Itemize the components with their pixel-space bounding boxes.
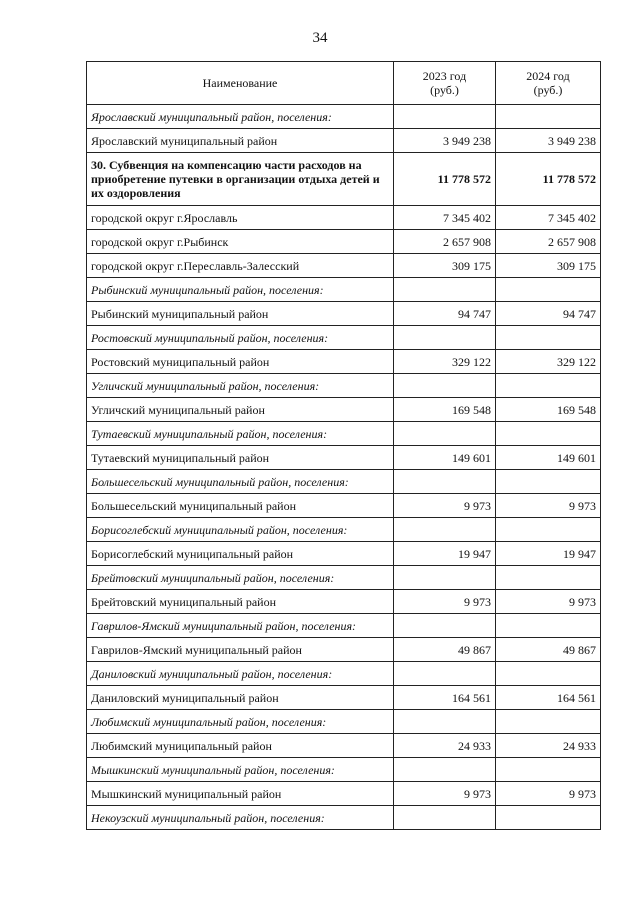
header-2023-unit: (руб.) bbox=[430, 83, 459, 97]
budget-table bbox=[86, 61, 601, 830]
section-row bbox=[87, 758, 601, 782]
header-2023-year: 2023 год bbox=[422, 69, 467, 83]
row-2024-cell: 7 345 402 bbox=[496, 206, 601, 230]
row-2023-cell bbox=[394, 326, 496, 350]
row-2023-cell bbox=[394, 566, 496, 590]
table-body bbox=[87, 105, 601, 830]
row-name-cell: 30. Субвенция на компенсацию части расходов на приобретение путевки в организации отдыха детей и их оздоровления bbox=[87, 153, 394, 206]
row-2024-cell bbox=[496, 614, 601, 638]
row-2024-cell: 94 747 bbox=[496, 302, 601, 326]
row-2023-cell bbox=[394, 806, 496, 830]
row-name-cell: Брейтовский муниципальный район bbox=[87, 590, 394, 614]
row-2023-cell bbox=[394, 374, 496, 398]
row-name-cell: городской округ г.Рыбинск bbox=[87, 230, 394, 254]
row-name-cell: городской округ г.Ярославль bbox=[87, 206, 394, 230]
row-2024-cell bbox=[496, 806, 601, 830]
row-2024-cell bbox=[496, 710, 601, 734]
row-name-cell: Брейтовский муниципальный район, поселения: bbox=[87, 566, 394, 590]
row-name-cell: Некоузский муниципальный район, поселения: bbox=[87, 806, 394, 830]
row-2023-cell: 19 947 bbox=[394, 542, 496, 566]
section-row bbox=[87, 326, 601, 350]
row-name-cell: Тутаевский муниципальный район bbox=[87, 446, 394, 470]
table-row bbox=[87, 590, 601, 614]
row-2024-cell bbox=[496, 374, 601, 398]
row-name-cell: Большесельский муниципальный район, поселения: bbox=[87, 470, 394, 494]
row-name-cell: Ростовский муниципальный район bbox=[87, 350, 394, 374]
table-row bbox=[87, 638, 601, 662]
row-2023-cell: 7 345 402 bbox=[394, 206, 496, 230]
table-header-row bbox=[87, 62, 601, 105]
row-2023-cell: 309 175 bbox=[394, 254, 496, 278]
row-2023-cell bbox=[394, 470, 496, 494]
row-2023-cell: 149 601 bbox=[394, 446, 496, 470]
row-name-cell: Ярославский муниципальный район bbox=[87, 129, 394, 153]
table-row bbox=[87, 350, 601, 374]
table-row bbox=[87, 398, 601, 422]
row-2023-cell: 11 778 572 bbox=[394, 153, 496, 206]
row-name-cell: Рыбинский муниципальный район, поселения: bbox=[87, 278, 394, 302]
section-row bbox=[87, 566, 601, 590]
row-name-cell: Большесельский муниципальный район bbox=[87, 494, 394, 518]
table-row bbox=[87, 734, 601, 758]
section-row bbox=[87, 518, 601, 542]
table-row bbox=[87, 129, 601, 153]
table-row bbox=[87, 254, 601, 278]
row-name-cell: Гаврилов-Ямский муниципальный район bbox=[87, 638, 394, 662]
row-2023-cell: 9 973 bbox=[394, 782, 496, 806]
row-2024-cell bbox=[496, 422, 601, 446]
row-2024-cell: 2 657 908 bbox=[496, 230, 601, 254]
header-2023 bbox=[394, 62, 496, 105]
section-row bbox=[87, 374, 601, 398]
subsidy-row bbox=[87, 153, 601, 206]
row-2024-cell: 309 175 bbox=[496, 254, 601, 278]
row-2024-cell: 169 548 bbox=[496, 398, 601, 422]
header-2024 bbox=[496, 62, 601, 105]
header-2024-year: 2024 год bbox=[526, 69, 570, 83]
row-2024-cell: 9 973 bbox=[496, 782, 601, 806]
row-2023-cell: 9 973 bbox=[394, 590, 496, 614]
row-name-cell: Любимский муниципальный район, поселения: bbox=[87, 710, 394, 734]
row-name-cell: Борисоглебский муниципальный район bbox=[87, 542, 394, 566]
row-2023-cell bbox=[394, 518, 496, 542]
row-name-cell: Угличский муниципальный район, поселения: bbox=[87, 374, 394, 398]
row-2023-cell bbox=[394, 614, 496, 638]
row-2023-cell: 9 973 bbox=[394, 494, 496, 518]
row-2023-cell bbox=[394, 278, 496, 302]
row-2023-cell: 94 747 bbox=[394, 302, 496, 326]
table-row bbox=[87, 446, 601, 470]
row-2023-cell bbox=[394, 710, 496, 734]
row-2024-cell bbox=[496, 518, 601, 542]
row-2023-cell: 169 548 bbox=[394, 398, 496, 422]
row-2024-cell: 9 973 bbox=[496, 494, 601, 518]
header-name: Наименование bbox=[87, 62, 394, 105]
section-row bbox=[87, 105, 601, 129]
row-name-cell: Тутаевский муниципальный район, поселения: bbox=[87, 422, 394, 446]
row-2024-cell: 3 949 238 bbox=[496, 129, 601, 153]
table-row bbox=[87, 686, 601, 710]
section-row bbox=[87, 278, 601, 302]
row-2024-cell: 164 561 bbox=[496, 686, 601, 710]
section-row bbox=[87, 806, 601, 830]
row-name-cell: городской округ г.Переславль-Залесский bbox=[87, 254, 394, 278]
row-2024-cell: 9 973 bbox=[496, 590, 601, 614]
row-name-cell: Рыбинский муниципальный район bbox=[87, 302, 394, 326]
row-2024-cell bbox=[496, 470, 601, 494]
row-2023-cell: 164 561 bbox=[394, 686, 496, 710]
row-name-cell: Ростовский муниципальный район, поселения: bbox=[87, 326, 394, 350]
row-2024-cell: 149 601 bbox=[496, 446, 601, 470]
section-row bbox=[87, 662, 601, 686]
row-name-cell: Даниловский муниципальный район bbox=[87, 686, 394, 710]
row-name-cell: Гаврилов-Ямский муниципальный район, поселения: bbox=[87, 614, 394, 638]
table-row bbox=[87, 206, 601, 230]
row-2023-cell bbox=[394, 662, 496, 686]
row-2024-cell bbox=[496, 105, 601, 129]
page-number: 34 bbox=[312, 30, 328, 46]
row-2023-cell: 3 949 238 bbox=[394, 129, 496, 153]
row-name-cell: Ярославский муниципальный район, поселения: bbox=[87, 105, 394, 129]
row-2024-cell: 11 778 572 bbox=[496, 153, 601, 206]
row-2023-cell: 24 933 bbox=[394, 734, 496, 758]
row-name-cell: Борисоглебский муниципальный район, поселения: bbox=[87, 518, 394, 542]
row-2024-cell: 49 867 bbox=[496, 638, 601, 662]
row-2024-cell: 24 933 bbox=[496, 734, 601, 758]
row-2024-cell bbox=[496, 758, 601, 782]
table-row bbox=[87, 542, 601, 566]
row-2024-cell: 19 947 bbox=[496, 542, 601, 566]
row-name-cell: Любимский муниципальный район bbox=[87, 734, 394, 758]
section-row bbox=[87, 470, 601, 494]
row-2024-cell bbox=[496, 278, 601, 302]
table-row bbox=[87, 302, 601, 326]
row-name-cell: Мышкинский муниципальный район, поселения: bbox=[87, 758, 394, 782]
row-2023-cell bbox=[394, 758, 496, 782]
row-2023-cell bbox=[394, 422, 496, 446]
row-2024-cell: 329 122 bbox=[496, 350, 601, 374]
row-2023-cell: 49 867 bbox=[394, 638, 496, 662]
table-row bbox=[87, 494, 601, 518]
row-2023-cell: 329 122 bbox=[394, 350, 496, 374]
row-2024-cell bbox=[496, 566, 601, 590]
section-row bbox=[87, 710, 601, 734]
row-2024-cell bbox=[496, 326, 601, 350]
row-name-cell: Даниловский муниципальный район, поселения: bbox=[87, 662, 394, 686]
table-row bbox=[87, 782, 601, 806]
table-row bbox=[87, 230, 601, 254]
section-row bbox=[87, 614, 601, 638]
row-2023-cell: 2 657 908 bbox=[394, 230, 496, 254]
row-name-cell: Мышкинский муниципальный район bbox=[87, 782, 394, 806]
row-2024-cell bbox=[496, 662, 601, 686]
row-name-cell: Угличский муниципальный район bbox=[87, 398, 394, 422]
section-row bbox=[87, 422, 601, 446]
header-2024-unit: (руб.) bbox=[533, 83, 563, 97]
row-2023-cell bbox=[394, 105, 496, 129]
